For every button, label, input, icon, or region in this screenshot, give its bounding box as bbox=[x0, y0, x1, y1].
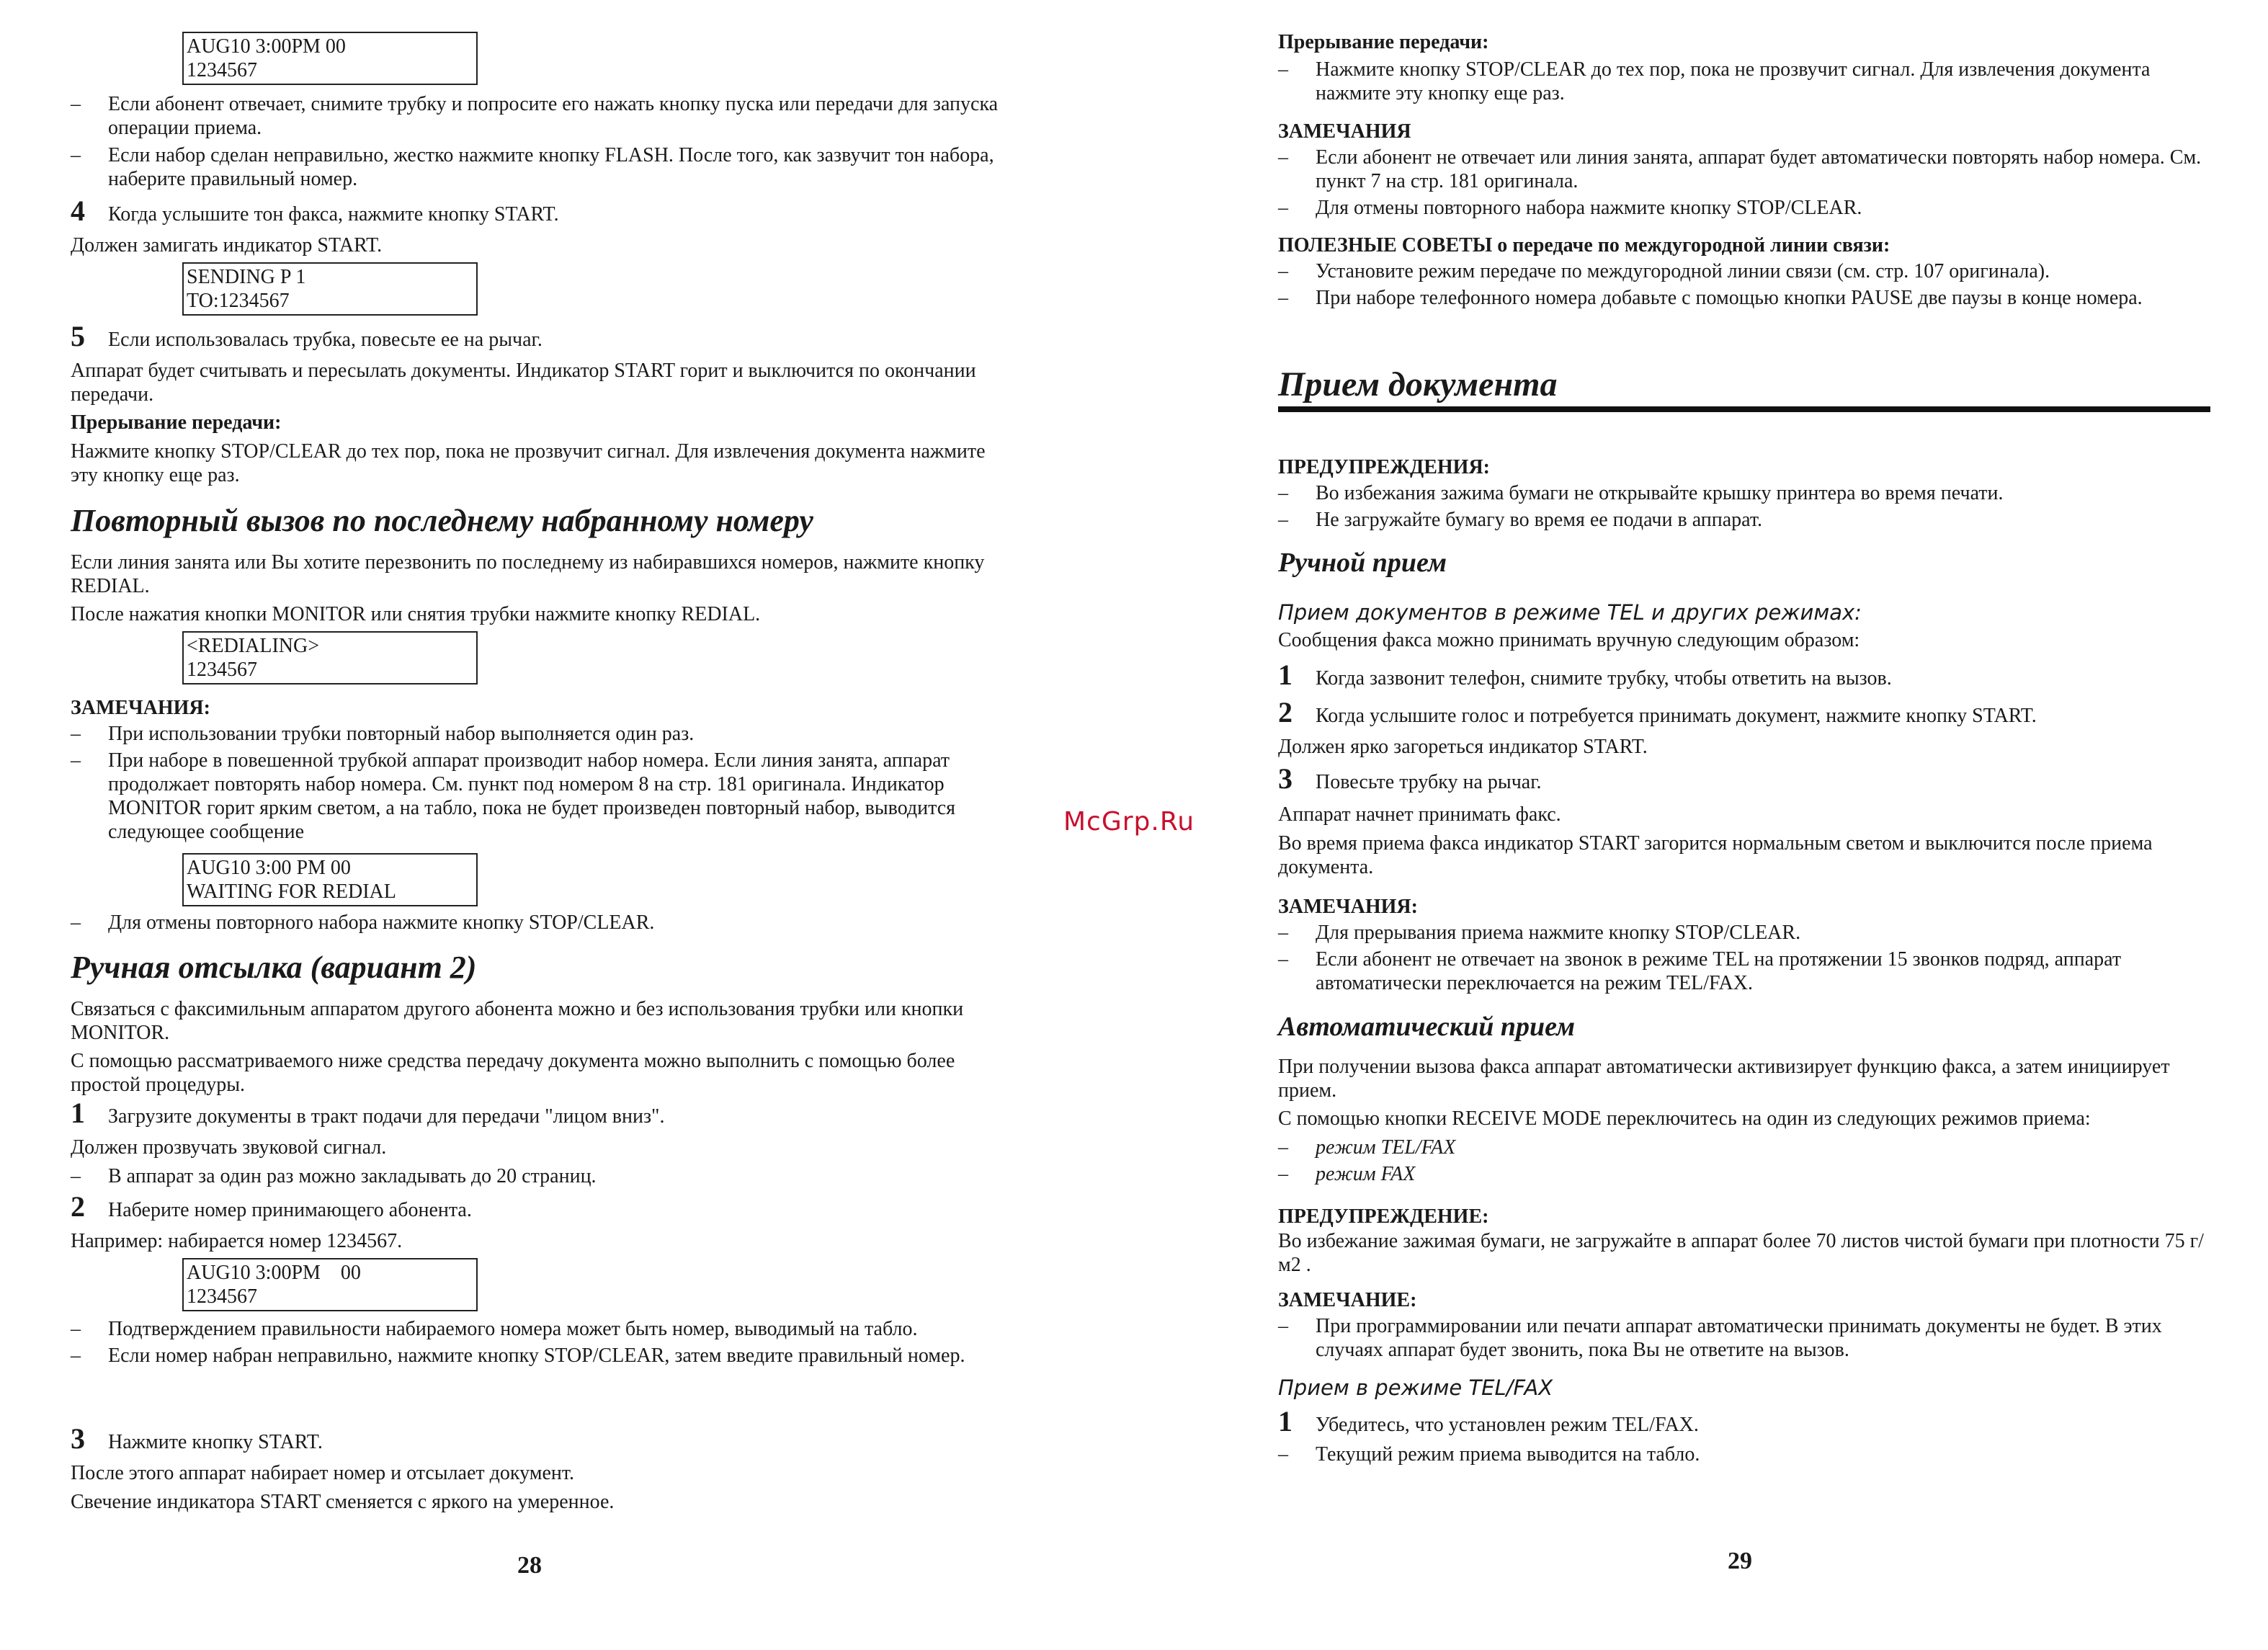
lcd-display-waiting bbox=[182, 853, 478, 906]
lcd-line: <REDIALING> bbox=[187, 635, 319, 657]
interrupt-heading: Прерывание передачи: bbox=[1278, 31, 1489, 53]
step-1: 1 Загрузите документы в тракт подачи для передачи "лицом вниз". bbox=[71, 1097, 665, 1129]
title-rule bbox=[1278, 406, 2210, 412]
paragraph: Во время приема факса индикатор START загорится нормальным светом и выключится после приема документа. bbox=[1278, 832, 2153, 878]
list-item: – Если номер набран неправильно, нажмите кнопку STOP/CLEAR, затем введите правильный номер. bbox=[71, 1344, 965, 1367]
list-item: – Нажмите кнопку STOP/CLEAR до тех пор, пока не прозвучит сигнал. Для извлечения документа нажмите эту кнопку еще раз. bbox=[1278, 58, 2151, 104]
paragraph: Связаться с факсимильным аппаратом другого абонента можно и без использования трубки или кнопки MONITOR. bbox=[71, 998, 964, 1044]
list-item: – В аппарат за один раз можно закладывать до 20 страниц. bbox=[71, 1165, 597, 1187]
redial-heading: Повторный вызов по последнему набранному номеру bbox=[71, 503, 813, 538]
tips-list bbox=[1278, 259, 2215, 310]
pages-bullet bbox=[71, 1164, 1007, 1188]
manual-send-heading: Ручная отсылка (вариант 2) bbox=[71, 950, 477, 985]
current-mode bbox=[1278, 1442, 2215, 1466]
paragraph: Должен прозвучать звуковой сигнал. bbox=[71, 1136, 387, 1159]
paragraph: Сообщения факса можно принимать вручную следующим образом: bbox=[1278, 629, 1860, 651]
paragraph: Например: набирается номер 1234567. bbox=[71, 1230, 403, 1252]
lcd-display-top bbox=[182, 32, 478, 85]
list-item: – Для отмены повторного набора нажмите кнопку STOP/CLEAR. bbox=[71, 911, 655, 934]
list-item: – При программировании или печати аппарат автоматически принимать документы не будет. В этих случаях аппарат будет звонить, пока Вы не ответите на вызов. bbox=[1278, 1315, 2162, 1361]
notes-list bbox=[71, 722, 1007, 844]
warnings-heading: ПРЕДУПРЕЖДЕНИЯ: bbox=[1278, 456, 1490, 478]
notes2-heading: ЗАМЕЧАНИЯ: bbox=[1278, 896, 1418, 918]
step-2: 2 Наберите номер принимающего абонента. bbox=[71, 1190, 472, 1223]
notes-heading: ЗАМЕЧАНИЯ: bbox=[71, 697, 210, 719]
lcd-display-example bbox=[182, 1258, 478, 1311]
list-item: – Не загружайте бумагу во время ее подачи в аппарат. bbox=[1278, 509, 1762, 531]
lcd-line: AUG10 3:00PM 00 bbox=[187, 1262, 361, 1284]
list-item: – При использовании трубки повторный набор выполняется один раз. bbox=[71, 723, 695, 745]
notes-list bbox=[1278, 146, 2215, 220]
modes-list bbox=[1278, 1136, 2215, 1186]
step-3: 3 Повесьте трубку на рычаг. bbox=[1278, 762, 1542, 795]
lcd-line: SENDING P 1 bbox=[187, 266, 306, 288]
list-item: – Для отмены повторного набора нажмите кнопку STOP/CLEAR. bbox=[1278, 197, 1862, 219]
auto-receive-heading: Автоматический прием bbox=[1278, 1012, 1576, 1042]
paragraph: Должен замигать индикатор START. bbox=[71, 234, 383, 257]
list-item: – Если абонент не отвечает на звонок в режиме TEL на протяжении 15 звонков подряд, аппарат автоматически переключается на режим TEL/FAX. bbox=[1278, 948, 2122, 994]
lcd-display-sending bbox=[182, 262, 478, 316]
step-3: 3 Нажмите кнопку START. bbox=[71, 1422, 323, 1455]
notes-heading: ЗАМЕЧАНИЯ bbox=[1278, 120, 1411, 143]
lcd-line: AUG10 3:00 PM 00 bbox=[187, 857, 351, 879]
lcd-line: AUG10 3:00PM 00 bbox=[187, 35, 346, 58]
list-item: – При наборе телефонного номера добавьте с помощью кнопки PAUSE две паузы в конце номера. bbox=[1278, 287, 2143, 309]
list-item: – Если абонент отвечает, снимите трубку и попросите его нажать кнопку пуска или передачи для запуска операции приема. bbox=[71, 93, 999, 139]
manual-receive-subheading: Прием документов в режиме TEL и других режимах: bbox=[1278, 600, 1862, 625]
step-2: 2 Когда услышите голос и потребуется принимать документ, нажмите кнопку START. bbox=[1278, 696, 2037, 728]
paragraph: Если линия занята или Вы хотите перезвонить по последнему из набиравшихся номеров, нажмите кнопку REDIAL. bbox=[71, 551, 985, 597]
warning-heading: ПРЕДУПРЕЖДЕНИЕ: bbox=[1278, 1205, 1489, 1228]
step-1-telfax: 1 Убедитесь, что установлен режим TEL/FAX. bbox=[1278, 1405, 1699, 1437]
note-heading: ЗАМЕЧАНИЕ: bbox=[1278, 1289, 1417, 1311]
lcd-line: 1234567 bbox=[187, 659, 257, 681]
paragraph: После нажатия кнопки MONITOR или снятия трубки нажмите кнопку REDIAL. bbox=[71, 603, 761, 625]
list-item: – При наборе в повешенной трубкой аппарат производит набор номера. Если линия занята, аппарат продолжает повторять набор номера. См. пункт под номером 8 на стр. 181 оригинала. Индикатор MONITOR горит ярким светом, а на табло, пока не будет произведен повторный набор, выводится следующее сообщение bbox=[71, 749, 955, 843]
list-item: – режим FAX bbox=[1278, 1163, 1416, 1185]
page-number: 29 bbox=[1728, 1548, 1752, 1574]
paragraph: Нажмите кнопку STOP/CLEAR до тех пор, пока не прозвучит сигнал. Для извлечения документа нажмите эту кнопку еще раз. bbox=[71, 440, 986, 486]
list-item: – Подтверждением правильности набираемого номера может быть номер, выводимый на табло. bbox=[71, 1318, 918, 1340]
lcd-display-redial bbox=[182, 631, 478, 684]
page-number: 28 bbox=[517, 1552, 542, 1579]
cancel-redial bbox=[71, 911, 1007, 935]
paragraph: Аппарат будет считывать и пересылать документы. Индикатор START горит и выключится по окончании передачи. bbox=[71, 360, 976, 406]
list-item: – Установите режим передаче по междугородной линии связи (см. стр. 107 оригинала). bbox=[1278, 260, 2050, 282]
paragraph: Должен ярко загореться индикатор START. bbox=[1278, 736, 1648, 758]
list-item: – Во избежания зажима бумаги не открывайте крышку принтера во время печати. bbox=[1278, 482, 2004, 504]
step-4: 4 Когда услышите тон факса, нажмите кнопку START. bbox=[71, 195, 559, 227]
list-item: – Текущий режим приема выводится на табло. bbox=[1278, 1443, 1700, 1466]
list-item: – Для прерывания приема нажмите кнопку STOP/CLEAR. bbox=[1278, 922, 1801, 944]
paragraph: С помощью кнопки RECEIVE MODE переключитесь на один из следующих режимов приема: bbox=[1278, 1107, 2091, 1130]
lcd-line: 1234567 bbox=[187, 59, 257, 81]
paragraph: Во избежание зажимая бумаги, не загружайте в аппарат более 70 листов чистой бумаги при плотности 75 г/м2 . bbox=[1278, 1230, 2204, 1276]
notes2-list bbox=[1278, 921, 2215, 995]
lcd-line: 1234567 bbox=[187, 1285, 257, 1308]
telfax-subheading: Прием в режиме TEL/FAX bbox=[1278, 1375, 1553, 1400]
confirm-bullets bbox=[71, 1317, 1007, 1368]
paragraph: Аппарат начнет принимать факс. bbox=[1278, 803, 1561, 826]
paragraph: Свечение индикатора START сменяется с яркого на умеренное. bbox=[71, 1491, 615, 1513]
step-5: 5 Если использовалась трубка, повесьте ее на рычаг. bbox=[71, 320, 543, 352]
list-item: – Если набор сделан неправильно, жестко нажмите кнопку FLASH. После того, как зазвучит тон набора, наберите правильный номер. bbox=[71, 144, 994, 190]
note-list bbox=[1278, 1314, 2215, 1362]
receive-title: Прием документа bbox=[1278, 365, 1558, 403]
lcd-line: TO:1234567 bbox=[187, 290, 290, 312]
paragraph: После этого аппарат набирает номер и отсылает документ. bbox=[71, 1462, 574, 1484]
right-page bbox=[1134, 0, 2268, 1650]
interrupt-heading: Прерывание передачи: bbox=[71, 411, 282, 434]
watermark: McGrp.Ru bbox=[1063, 807, 1195, 837]
top-bullets bbox=[71, 92, 1007, 191]
interrupt-bullet bbox=[1278, 58, 2215, 105]
warnings-list bbox=[1278, 481, 2215, 532]
list-item: – Если абонент не отвечает или линия занята, аппарат будет автоматически повторять набор номера. См. пункт 7 на стр. 181 оригинала. bbox=[1278, 146, 2202, 192]
lcd-line: WAITING FOR REDIAL bbox=[187, 880, 396, 903]
manual-receive-heading: Ручной прием bbox=[1278, 548, 1447, 578]
step-1: 1 Когда зазвонит телефон, снимите трубку, чтобы ответить на вызов. bbox=[1278, 659, 1892, 691]
list-item: – режим TEL/FAX bbox=[1278, 1136, 1456, 1159]
paragraph: При получении вызова факса аппарат автоматически активизирует функцию факса, а затем инициирует прием. bbox=[1278, 1056, 2170, 1102]
paragraph: С помощью рассматриваемого ниже средства передачу документа можно выполнить с помощью более простой процедуры. bbox=[71, 1050, 955, 1096]
tips-heading: ПОЛЕЗНЫЕ СОВЕТЫ о передаче по междугородной линии связи: bbox=[1278, 234, 1890, 257]
